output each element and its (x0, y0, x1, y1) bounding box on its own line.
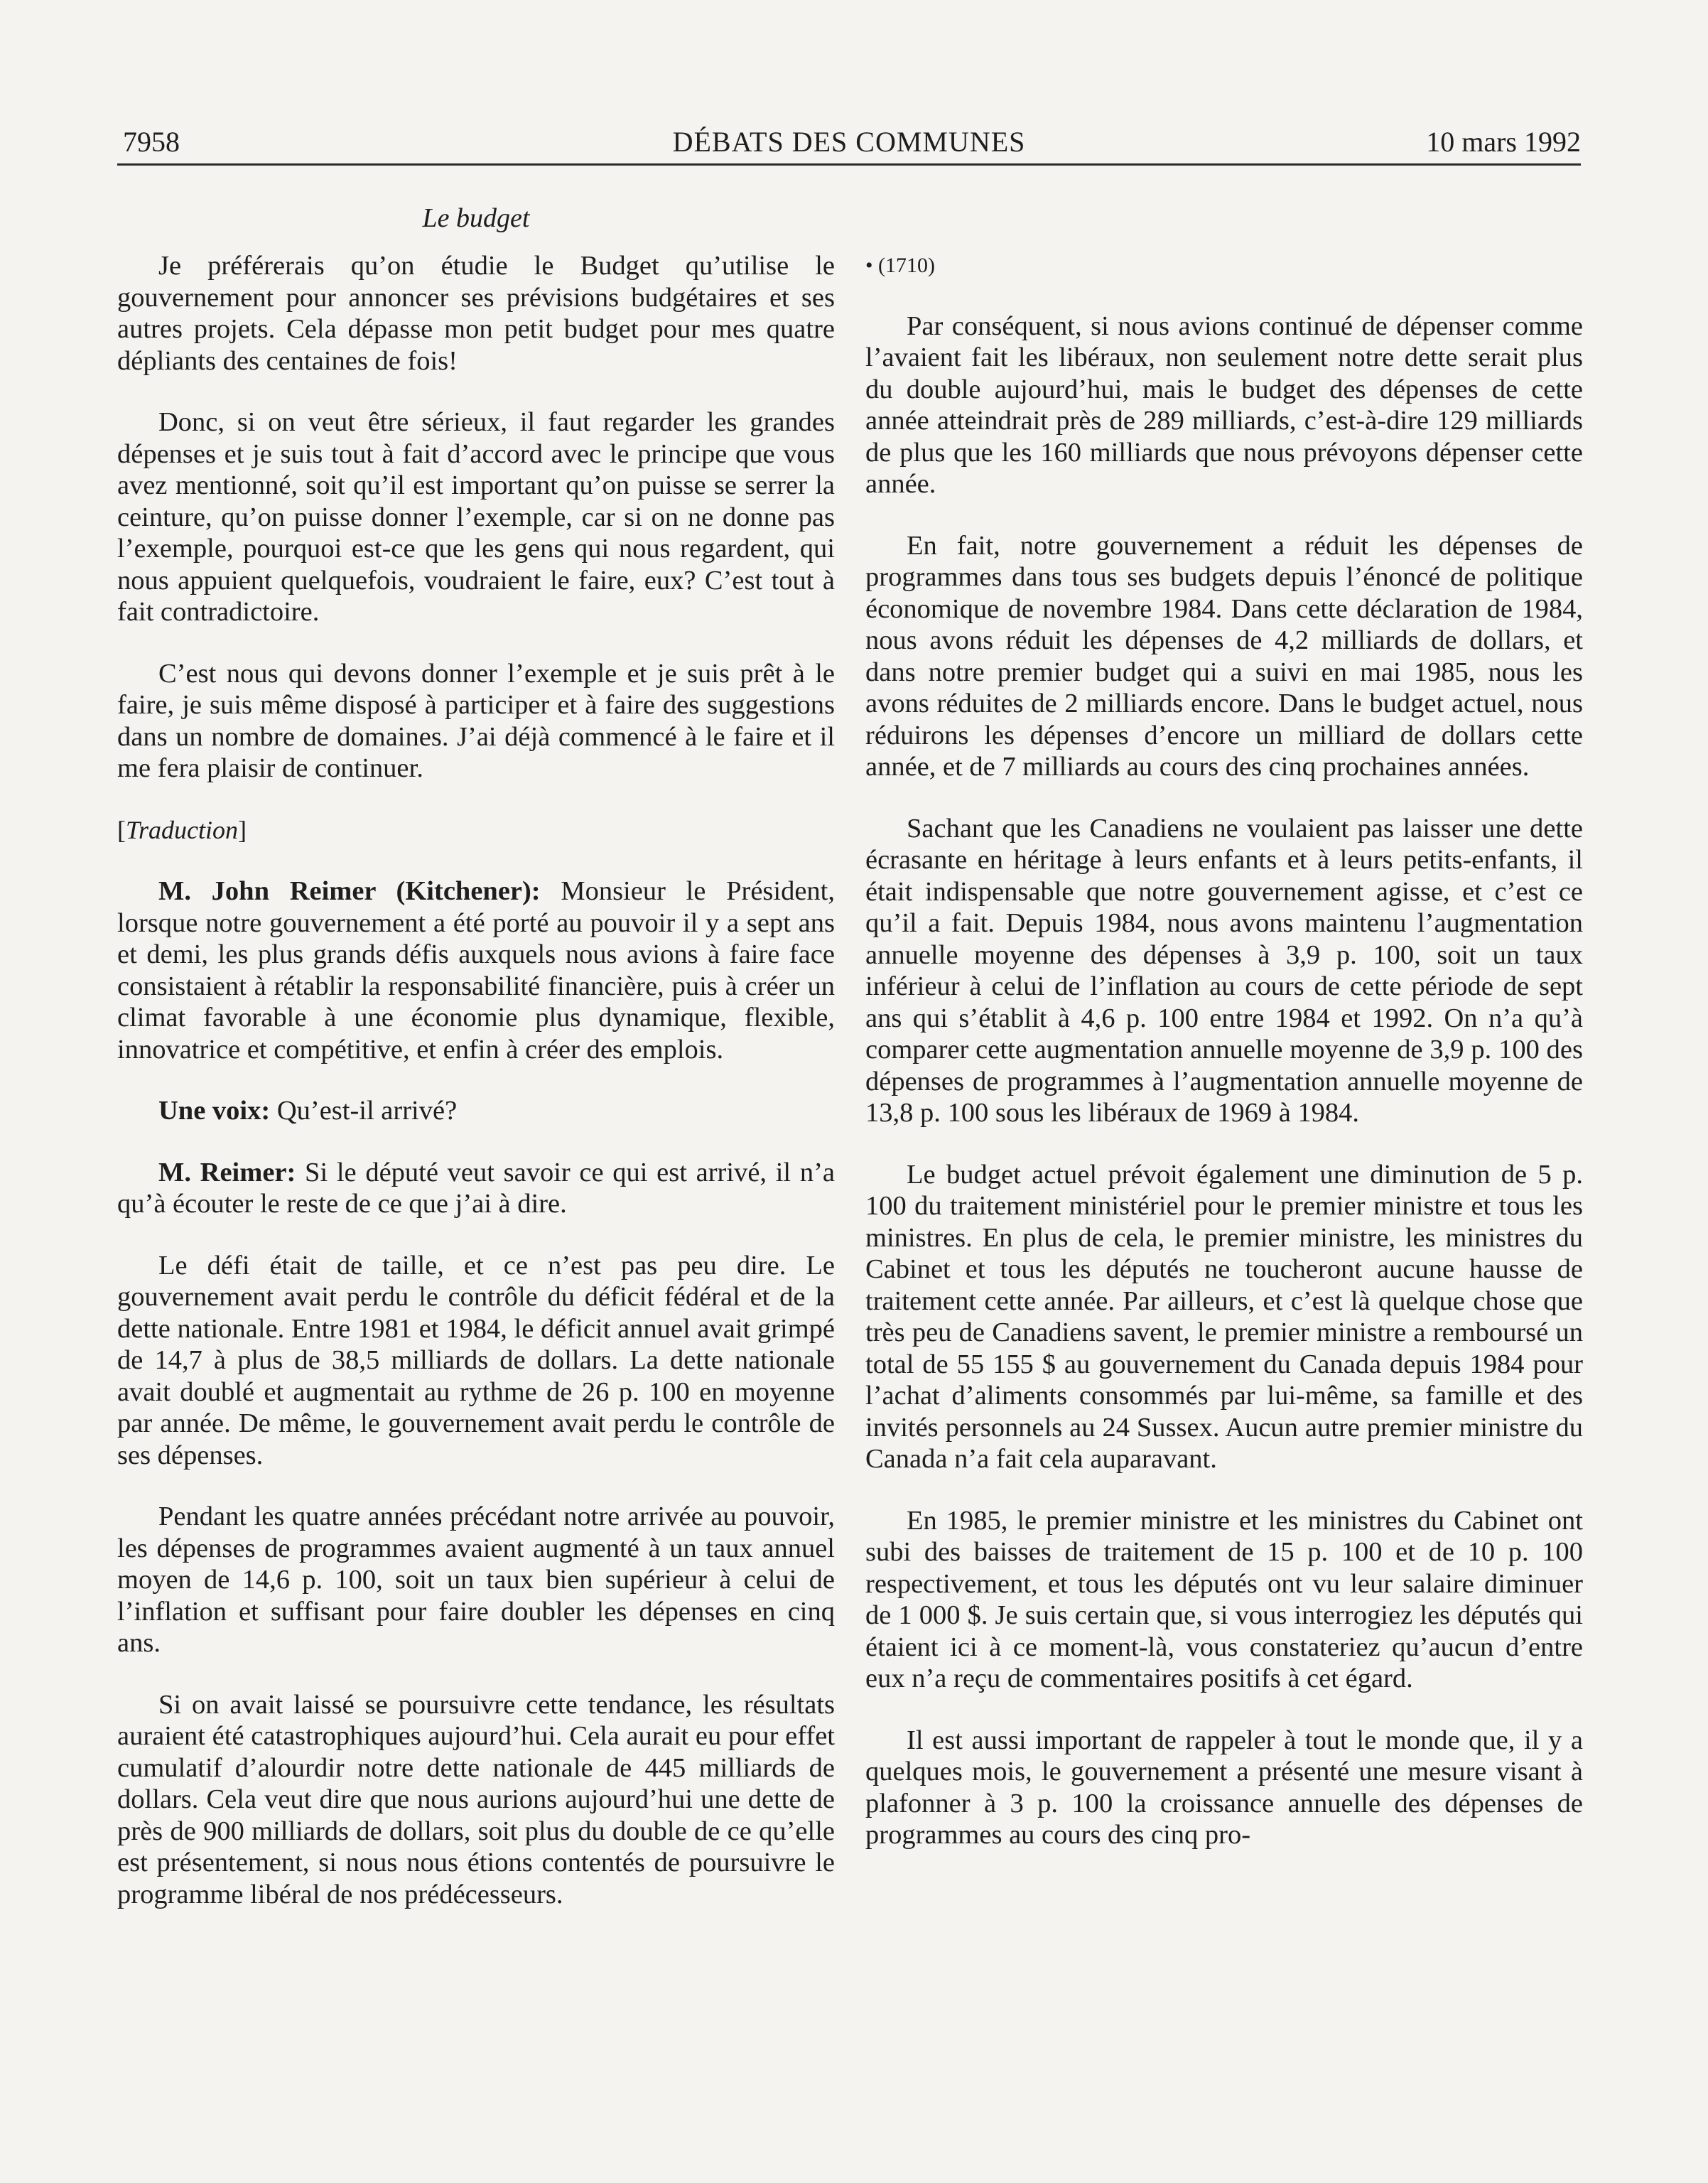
speech-text: Monsieur le Président, lorsque notre gouvernement a été porté au pouvoir il y a sept ans et demi, les plus grands défis auxquels nous avions à faire face consistaient à rétablir la responsabilité financière, puis à créer un climat favorable à une économie plus dynamique, flexible, innovatrice et compétitive, et enfin à créer des emplois. (117, 876, 836, 1064)
translation-label: Traduction (126, 815, 239, 844)
time-marker: • (1710) (865, 254, 935, 277)
paragraph: En fait, notre gouvernement a réduit les dépenses de programmes dans tous ses budgets depuis l’énoncé de politique économique de novembre 1984. Dans cette déclaration de 1984, nous avons réduit les dépenses de 4,2 milliards de dollars, et dans notre premier budget qui a suivi en mai 1985, nous les avons réduites de 2 milliards encore. Dans le budget actuel, nous réduirons les dépenses d’encore un milliard de dollars cette année, et de 7 milliards au cours des cinq prochaines années. (865, 530, 1583, 782)
speech-text: Si le député veut savoir ce qui est arrivé, il n’a qu’à écouter le reste de ce que j’ai à dire. (117, 1157, 835, 1219)
paragraph: Le budget actuel prévoit également une diminution de 5 p. 100 du traitement ministériel pour le premier ministre et tous les ministres. En plus de cela, le premier ministre, les ministres du Cabinet et tous les députés ne toucheront aucune hausse de traitement cette année. Par ailleurs, et c’est là quelque chose que très peu de Canadiens savent, le premier ministre a remboursé un total de 55 155 $ au gouvernement du Canada depuis 1984 pour l’achat d’aliments consommés par lui-même, sa famille et des invités personnels au 24 Sussex. Aucun autre premier ministre du Canada n’a fait cela auparavant. (865, 1159, 1583, 1474)
speech-paragraph (117, 1157, 835, 1220)
translation-tag (117, 814, 835, 846)
speech-paragraph (117, 1095, 835, 1127)
speaker-name: M. Reimer: (158, 1157, 296, 1187)
paragraph: Je préférerais qu’on étudie le Budget qu’utilise le gouvernement pour annoncer ses prévisions budgétaires et ses autres projets. Cela dépasse mon petit budget pour mes quatre dépliants des centaines de fois! (117, 251, 835, 376)
bracket-open: [ (117, 815, 126, 844)
paragraph: En 1985, le premier ministre et les ministres du Cabinet ont subi des baisses de traitement de 15 p. 100 et de 10 p. 100 respectivement, et tous les députés ont vu leur salaire diminuer de 1 000 $. Je suis certain que, si vous interrogiez les députés qui étaient ici à ce moment-là, vous constateriez qu’aucun d’entre eux n’a reçu de commentaires positifs à cet égard. (865, 1505, 1583, 1693)
page-header (117, 121, 1581, 163)
speaker-name: M. John Reimer (Kitchener): (158, 876, 541, 906)
paragraph: Pendant les quatre années précédant notre arrivée au pouvoir, les dépenses de programmes avaient augmenté à un taux annuel moyen de 14,6 p. 100, soit un taux bien supérieur à celui de l’inflation et suffisant pour faire doubler les dépenses en cinq ans. (117, 1502, 835, 1658)
page-number: 7958 (123, 126, 180, 158)
paragraph: C’est nous qui devons donner l’exemple et je suis prêt à le faire, je suis même disposé à participer et à faire des suggestions dans un nombre de domaines. J’ai déjà commencé à le faire et il me fera plaisir de continuer. (117, 658, 835, 783)
left-column (117, 250, 835, 1940)
right-column (865, 250, 1583, 1881)
paragraph: Sachant que les Canadiens ne voulaient pas laisser une dette écrasante en héritage à leurs enfants et à leurs petits-enfants, il était indispensable que notre gouvernement agisse, et c’est ce qu’il a fait. Depuis 1984, nous avons maintenu l’augmentation annuelle moyenne des dépenses à 3,9 p. 100, soit un taux inférieur à celui de l’inflation au cours de cette période de sept ans qui s’établit à 4,6 p. 100 entre 1984 et 1992. On n’a qu’à comparer cette augmentation annuelle moyenne de 3,9 p. 100 des dépenses de programmes à l’augmentation annuelle moyenne de 13,8 p. 100 sous les libéraux de 1969 à 1984. (865, 813, 1583, 1128)
publication-title: DÉBATS DES COMMUNES (672, 126, 1026, 158)
paragraph: Il est aussi important de rappeler à tout le monde que, il y a quelques mois, le gouvernement a présenté une mesure visant à plafonner à 3 p. 100 la croissance annuelle des dépenses de programmes au cours des cinq pro- (865, 1725, 1583, 1850)
bracket-close: ] (238, 815, 247, 844)
paragraph: Par conséquent, si nous avions continué de dépenser comme l’avaient fait les libéraux, non seulement notre dette serait plus du double aujourd’hui, mais le budget des dépenses de cette année atteindrait près de 289 milliards, c’est-à-dire 129 milliards de plus que les 160 milliards que nous prévoyons dépenser cette année. (865, 311, 1583, 499)
section-heading: Le budget (422, 203, 530, 233)
header-rule (117, 163, 1581, 166)
paragraph: Si on avait laissé se poursuivre cette tendance, les résultats auraient été catastrophiques aujourd’hui. Cela aurait eu pour effet cumulatif d’alourdir notre dette nationale de 445 milliards de dollars. Cela veut dire que nous aurions aujourd’hui une dette de près de 900 milliards de dollars, soit plus du double de ce qu’elle est présentement, si nous nous étions contentés de poursuivre le programme libéral de nos prédécesseurs. (117, 1689, 835, 1909)
paragraph: Donc, si on veut être sérieux, il faut regarder les grandes dépenses et je suis tout à fait d’accord avec le principe que vous avez mentionné, soit qu’il est important qu’on puisse se serrer la ceinture, qu’on puisse donner l’exemple, car si on ne donne pas l’exemple, pourquoi est-ce que les gens qui nous regardent, qui nous appuient quelquefois, voudraient le faire, eux? C’est tout à fait contradictoire. (117, 407, 835, 627)
paragraph: Le défi était de taille, et ce n’est pas peu dire. Le gouvernement avait perdu le contrôle du déficit fédéral et de la dette nationale. Entre 1981 et 1984, le déficit annuel avait grimpé de 14,7 à plus de 38,5 milliards de dollars. La dette nationale avait doublé et augmentait au rythme de 26 p. 100 en moyenne par année. De même, le gouvernement avait perdu le contrôle de ses dépenses. (117, 1250, 835, 1470)
speaker-name: Une voix: (158, 1096, 271, 1126)
speech-text: Qu’est-il arrivé? (270, 1096, 458, 1126)
speech-paragraph (117, 875, 835, 1065)
header-date: 10 mars 1992 (1426, 126, 1581, 158)
